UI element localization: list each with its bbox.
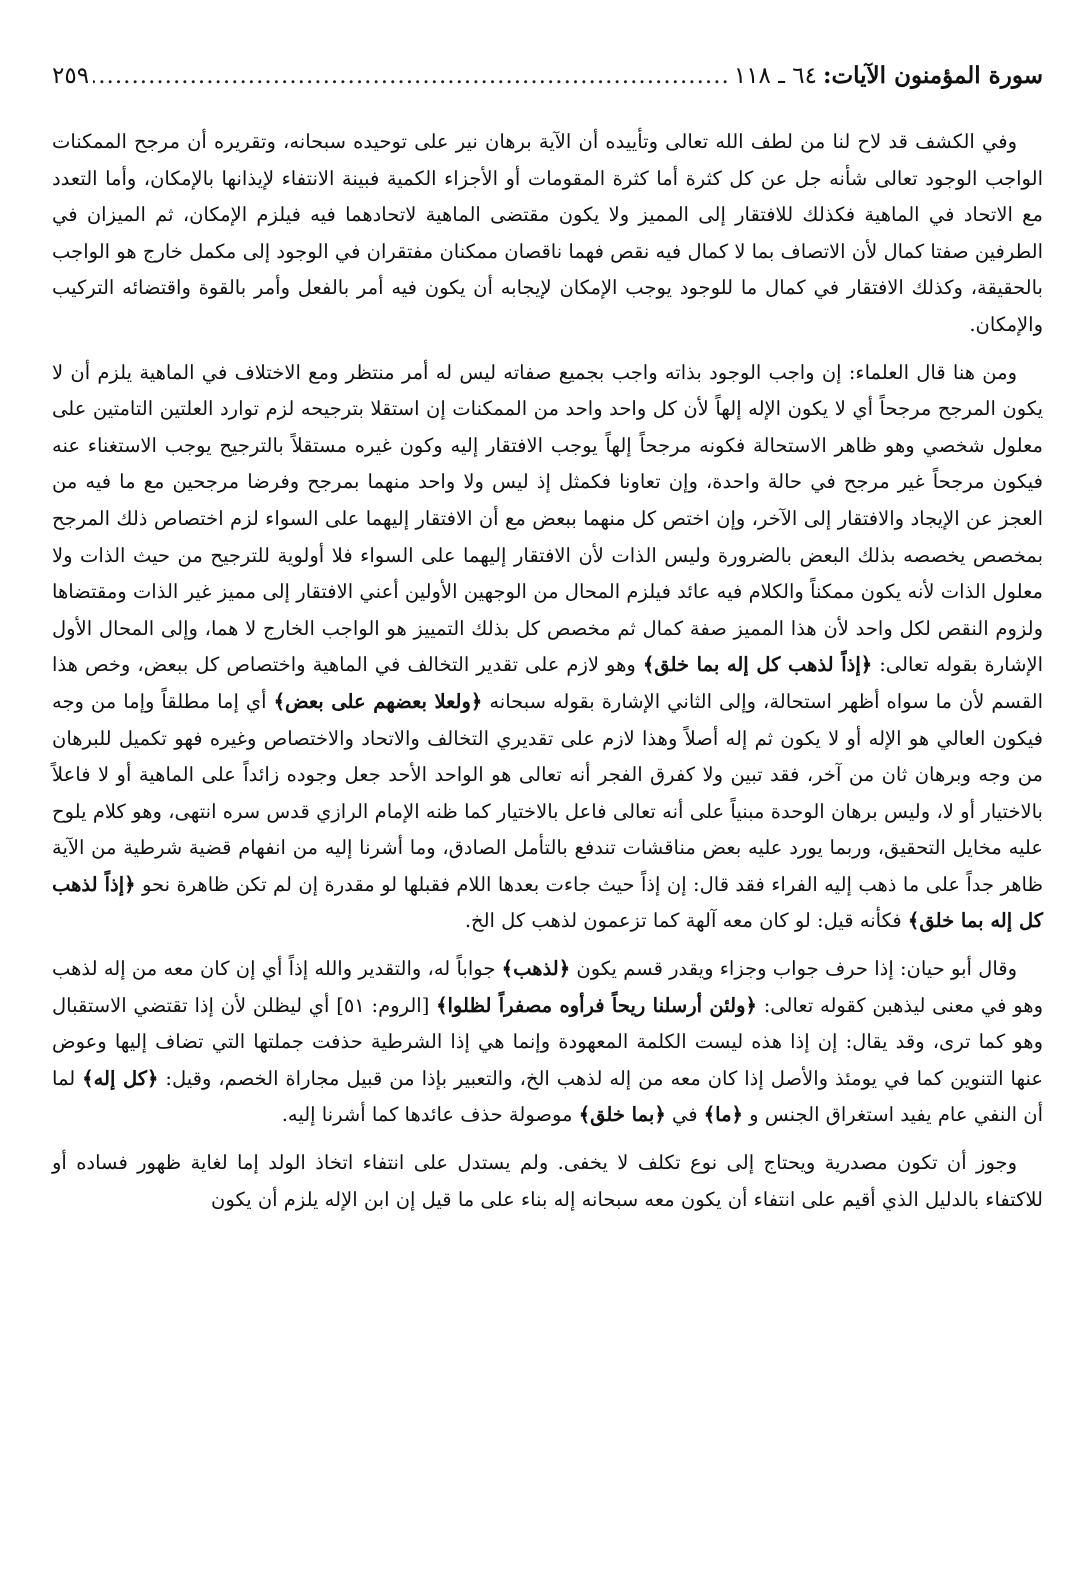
paragraph-text: فكأنه قيل: لو كان معه آلهة كما تزعمون لذهب كل الخ. <box>464 909 908 933</box>
paragraph-text: لما أن النفي عام يفيد استغراق الجنس و <box>52 1066 1043 1127</box>
paragraph-text: وجوز أن تكون مصدرية ويحتاج إلى نوع تكلف لا يخفى. ولم يستدل على انتفاء اتخاذ الولد إما لغاية ظهور فساده أو للاكتفاء بالدليل الذي أقيم على انتفاء أن يكون معه سبحانه إله بناء على ما قيل إن ابن الإله يلزم أن يكون <box>52 1151 1043 1211</box>
paragraph-text: [الروم: ٥١] أي ليظلن لأن إذا تقتضي الاستقبال وهو كما ترى، وقد يقال: إن إذا هذه ليست الكلمة المعهودة وإنما هي إذا الشرطية حذفت جملتها التي تضاف إليها وعوض عنها التنوين كما في يومئذ والأصل إذا كان معه من إله لذهب الخ، والتعبير بإذا من قبيل مجاراة الخصم، وقيل: <box>52 993 1043 1090</box>
paragraph-text: أي إما مطلقاً وإما من وجه فيكون العالي هو الإله أو لا يكون ثم إله أصلاً وهذا لازم على تقديري التخالف والاتحاد والاختصاص وغيره فهو تكميل للبرهان من وجه وبرهان ثان من آخر، فقد تبين ولا كفرق الفجر أنه تعالى هو الواحد الأحد جعل وجوده زائداً على الماهية أو لا فاعلاً بالاختيار أو لا، وليس برهان الوحدة مبنياً على أنه تعالى فاعل بالاختيار كما ظنه الإمام الرازي قدس سره انتهى، وهو كلام يلوح عليه مخايل التحقيق، وربما يورد عليه بعض مناقشات تندفع بالتأمل الصادق، وما أشرنا إليه من انفهام قضية شرطية من الآية ظاهر جداً على ما ذهب إليه الفراء فقد قال: إن إذاً حيث جاءت بعدها اللام فقبلها لو مقدرة إن لم تكن ظاهرة نحو <box>52 689 1044 896</box>
quran-quote: ﴿ولئن أرسلنا ريحاً فرأوه مصفراً لظلوا﴾ <box>436 993 757 1017</box>
quran-quote: ﴿كل إله﴾ <box>82 1066 159 1090</box>
paragraph <box>52 1145 1043 1218</box>
paragraph-text: موصولة حذف عائدها كما أشرنا إليه. <box>281 1103 579 1127</box>
running-header <box>52 62 1043 102</box>
paragraph-text: جواباً له، والتقدير والله إذاً أي إن كان معه من إله لذهب وهو في معنى ليذهبن كقوله تعالى: <box>52 957 1044 1017</box>
quran-quote: ﴿ما﴾ <box>703 1103 743 1127</box>
paragraph-text: في <box>665 1103 704 1127</box>
quran-quote: ﴿ولعلا بعضهم على بعض﴾ <box>273 689 483 713</box>
paragraph-text: وفي الكشف قد لاح لنا من لطف الله تعالى وتأييده أن الآية برهان نير على توحيده سبحانه، وتقريره أن مرجح الممكنات الواجب الوجود تعالى شأنه جل عن كل كثرة أما كثرة المقومات أو الأجزاء الكمية فبينة الانتفاء لإيذانها بالإمكان، وأما التعدد مع الاتحاد في الماهية فكذلك للافتقار إلى المميز ولا يكون مقتضى الماهية لاتحادهما فيه فيلزم الإمكان، ثم الميزان في الطرفين صفتا كمال لأن الاتصاف بما لا كمال فيه نقص فهما ناقصان ممكنان مفتقران في الوجود إلى مكمل خارج هو الواجب بالحقيقة، وكذلك الافتقار في كمال ما للوجود يوجب الإمكان لإيجابه أن يكون فيه أمر بالفعل وأمر بالقوة واقتضائه التركيب والإمكان. <box>52 130 1043 336</box>
body-text <box>52 124 1043 1218</box>
page-number: ٢٥٩ <box>52 63 90 89</box>
paragraph <box>52 355 1043 941</box>
paragraph-text: ومن هنا قال العلماء: إن واجب الوجود بذاته واجب بجميع صفاته ليس له أمر منتظر ومع الاختلاف في الماهية يلزم أن لا يكون المرجح مرجحاً أي لا يكون الإله إلهاً لأن كل واحد واحد من الممكنات إن استقلا بترجيحه لزم توارد العلتين التامتين على معلول شخصي وهو ظاهر الاستحالة فكونه مرجحاً إلهاً يوجب الافتقار إليه وكون غيره مستقلاً بالترجيح يوجب الاستغناء عنه فيكون مرجحاً غير مرجح في حالة واحدة، وإن تعاونا فكمثل إذ ليس ولا واحد منهما بمرجح وفرضا مرجحين مع ما فيه من العجز عن الإيجاد والافتقار إلى الآخر، وإن اختص كل منهما ببعض مع أن الافتقار إليهما على السواء لزم اختصاص ذلك المرجح بمخصص يخصصه بذلك البعض بالضرورة وليس الذات لأن الافتقار إليهما على السواء فلا أولوية للترجيح من حيث الذات ولا معلول الذات لأنه يكون ممكناً والكلام فيه عائد فيلزم المحال من الوجهين الأولين أعني الافتقار إلى مميز غير الذات ومقتضاها ولزوم النقص لكل واحد لأن هذا المميز صفة كمال ثم مخصص كل بذلك التمييز هو الواجب الخارج لا هما، وإلى المحال الأول الإشارة بقوله تعالى: <box>52 360 1043 677</box>
quran-quote: ﴿بما خلق﴾ <box>578 1103 666 1127</box>
quran-quote: ﴿إذاً لذهب كل إله بما خلق﴾ <box>52 872 1043 933</box>
paragraph <box>52 124 1043 344</box>
surah-title: سورة المؤمنون الآيات: <box>823 62 1043 89</box>
paragraph <box>52 951 1043 1134</box>
book-page <box>52 62 1043 1555</box>
verse-range: ٦٤ ـ ١١٨ <box>733 63 817 89</box>
quran-quote: ﴿إذاً لذهب كل إله بما خلق﴾ <box>642 653 873 677</box>
paragraph-text: وقال أبو حيان: إذا حرف جواب وجزاء ويقدر قسم يكون <box>570 957 1017 981</box>
dot-leader <box>93 63 730 89</box>
paragraph-text: وهو لازم على تقدير التخالف في الماهية واختصاص كل ببعض، وخص هذا القسم لأن ما سواه أظهر استحالة، وإلى الثاني الإشارة بقوله سبحانه <box>52 653 1043 713</box>
quran-quote: ﴿لذهب﴾ <box>501 957 571 981</box>
